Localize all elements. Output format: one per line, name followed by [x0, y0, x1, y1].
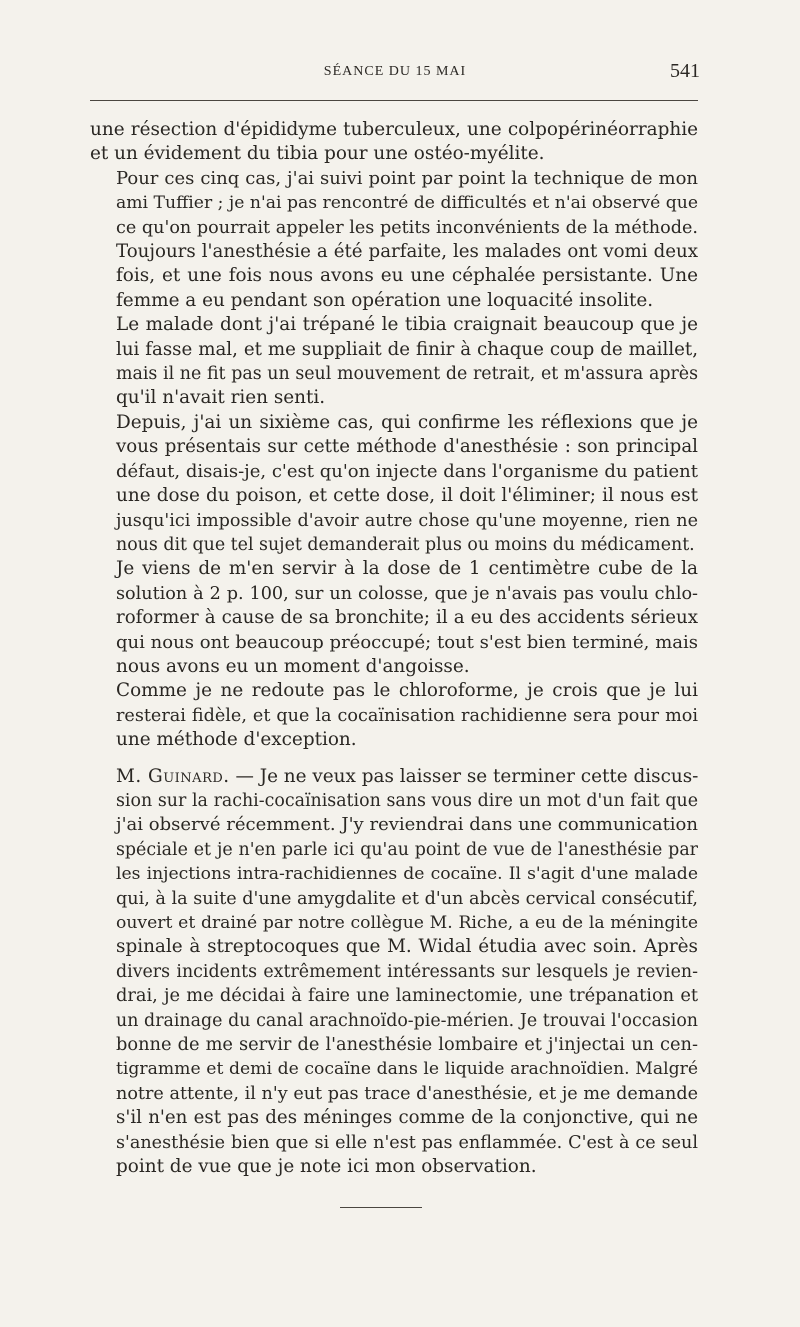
text-line: j'ai observé récemment. J'y reviendrai dans une communication [116, 814, 698, 836]
text-line: une résection d'épididyme tuberculeux, une colpopérinéorraphie [90, 119, 698, 140]
text-line: qui nous ont beaucoup préoccupé; tout s'est bien terminé, mais [116, 631, 698, 653]
text-line: notre attente, il n'y eut pas trace d'anesthésie, et je me demande [116, 1083, 698, 1104]
text-line: Toujours l'anesthésie a été parfaite, les malades ont vomi deux [116, 241, 698, 263]
text-line: femme a eu pendant son opération une loquacité insolite. [116, 289, 654, 311]
paragraph-6 [90, 679, 698, 752]
body-text [90, 118, 698, 1179]
text-line: spéciale et je n'en parle ici qu'au point de vue de l'anesthésie par [116, 839, 698, 860]
paragraph-2 [90, 167, 698, 313]
text-line: ami Tuffier ; je n'ai pas rencontré de difficultés et n'ai observé que [116, 193, 698, 214]
text-line: s'il n'en est pas des méninges comme de la conjonctive, qui ne [116, 1107, 698, 1129]
text-line: Pour ces cinq cas, j'ai suivi point par point la technique de mon [116, 167, 698, 189]
text-line: drai, je me décidai à faire une laminectomie, une trépanation et [116, 985, 698, 1007]
text-line: Comme je ne redoute pas le chloroforme, je crois que je lui [116, 680, 698, 702]
text-line: ce qu'on pourrait appeler les petits inconvénients de la méthode. [116, 217, 698, 238]
text-line: qui, à la suite d'une amygdalite et d'un abcès cervical consécutif, [116, 888, 698, 909]
text-line: fois, et une fois nous avons eu une céphalée persistante. Une [116, 265, 698, 287]
text-line: une dose du poison, et cette dose, il doit l'éliminer; il nous est [116, 485, 698, 507]
text-line: resterai fidèle, et que la cocaïnisation rachidienne sera pour moi [116, 705, 698, 726]
text-line: Depuis, j'ai un sixième cas, qui confirme les réflexions que je [116, 411, 698, 433]
text-line: défaut, disais-je, c'est qu'on injecte dans l'organisme du patient [116, 460, 698, 482]
text-line: les injections intra-rachidiennes de cocaïne. Il s'agit d'une malade [116, 864, 698, 885]
text-line: mais il ne fit pas un seul mouvement de retrait, et m'assura après [116, 364, 698, 385]
text-line: s'anesthésie bien que si elle n'est pas enflammée. C'est à ce seul [116, 1132, 698, 1153]
text-fragment: — Je ne veux pas laisser se terminer cette discus- [229, 765, 699, 787]
paragraph-guinard [90, 765, 698, 1180]
text-line: sion sur la rachi-cocaïnisation sans vous dire un mot d'un fait que [116, 790, 698, 811]
text-line: roformer à cause de sa bronchite; il a eu des accidents sérieux [116, 607, 698, 629]
text-line: un drainage du canal arachnoïdo-pie-mérien. Je trouvai l'occasion [116, 1010, 698, 1031]
page-header [90, 60, 700, 90]
text-line [90, 765, 698, 789]
text-line: divers incidents extrêmement intéressants sur lesquels je revien- [116, 961, 698, 982]
section-end-rule [340, 1207, 422, 1208]
text-line: une méthode d'exception. [116, 729, 357, 751]
text-line: qu'il n'avait rien senti. [116, 387, 326, 409]
paragraph-1 [90, 118, 698, 167]
text-line: jusqu'ici impossible d'avoir autre chose qu'une moyenne, rien ne [116, 510, 698, 531]
paragraph-4 [90, 411, 698, 557]
paragraph-5 [90, 557, 698, 679]
text-line: Le malade dont j'ai trépané le tibia craignait beaucoup que je [116, 314, 698, 336]
page-number: 541 [670, 60, 700, 82]
text-line: tigramme et demi de cocaïne dans le liquide arachnoïdien. Malgré [116, 1059, 698, 1080]
text-line: spinale à streptocoques que M. Widal étudia avec soin. Après [116, 936, 698, 958]
text-line: vous présentais sur cette méthode d'anesthésie : son principal [116, 436, 698, 458]
running-title: SÉANCE DU 15 MAI [323, 64, 467, 79]
text-line: lui fasse mal, et me suppliait de finir à chaque coup de maillet, [116, 338, 698, 360]
text-line: nous dit que tel sujet demanderait plus ou moins du médicament. [116, 534, 695, 555]
text-line: bonne de me servir de l'anesthésie lombaire et j'injectai un cen- [116, 1034, 698, 1056]
text-line: ouvert et drainé par notre collègue M. Riche, a eu de la méningite [116, 913, 698, 933]
text-line: point de vue que je note ici mon observation. [116, 1156, 537, 1178]
paragraph-3 [90, 313, 698, 411]
header-rule [90, 100, 698, 101]
speaker-name: M. Guinard. [116, 765, 230, 787]
text-line: solution à 2 p. 100, sur un colosse, que je n'avais pas voulu chlo- [116, 583, 698, 604]
text-line: Je viens de m'en servir à la dose de 1 centimètre cube de la [116, 558, 698, 580]
text-line: et un évidement du tibia pour une ostéo-myélite. [90, 143, 545, 165]
text-line: nous avons eu un moment d'angoisse. [116, 655, 470, 677]
